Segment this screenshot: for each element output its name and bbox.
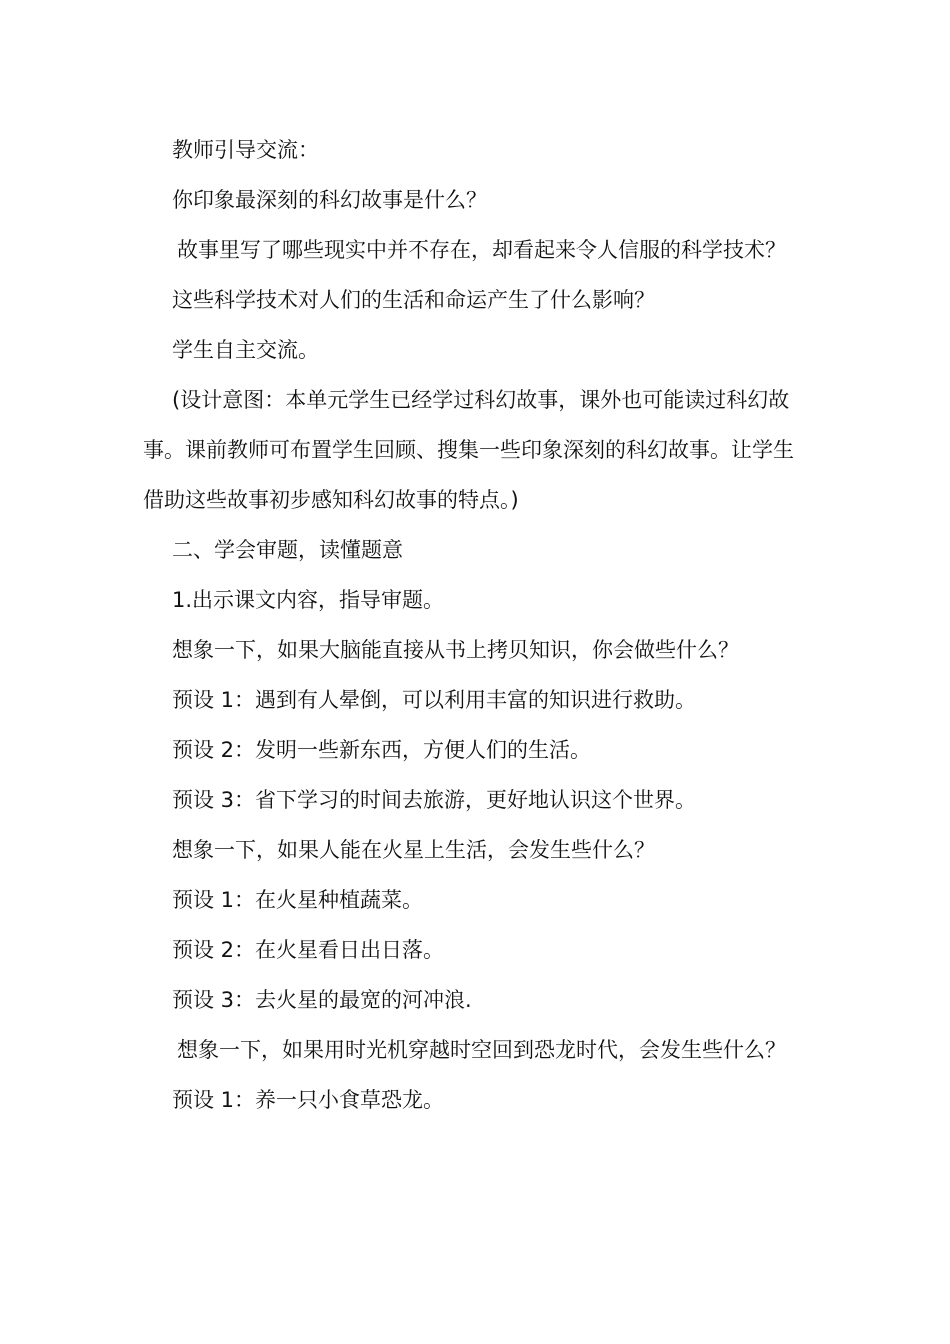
paragraph: 这些科学技术对人们的生活和命运产生了什么影响？ bbox=[172, 288, 655, 312]
paragraph: 故事里写了哪些现实中并不存在，却看起来令人信服的科学技术？ bbox=[177, 238, 786, 262]
paragraph: 预设 2：发明一些新东西，方便人们的生活。 bbox=[172, 738, 592, 762]
paragraph: 预设 3：去火星的最宽的河冲浪. bbox=[172, 988, 472, 1012]
paragraph: 预设 3：省下学习的时间去旅游，更好地认识这个世界。 bbox=[172, 788, 697, 812]
paragraph: 预设 2：在火星看日出日落。 bbox=[172, 938, 445, 962]
paragraph: 1.出示课文内容，指导审题。 bbox=[172, 588, 445, 612]
paragraph: 预设 1：在火星种植蔬菜。 bbox=[172, 888, 424, 912]
document-body bbox=[143, 125, 807, 1125]
paragraph: 想象一下，如果大脑能直接从书上拷贝知识，你会做些什么？ bbox=[172, 638, 739, 662]
paragraph: 教师引导交流： bbox=[172, 138, 319, 162]
section-heading: 二、学会审题，读懂题意 bbox=[172, 538, 403, 562]
paragraph: 想象一下，如果用时光机穿越时空回到恐龙时代，会发生些什么？ bbox=[177, 1038, 786, 1062]
paragraph: 学生自主交流。 bbox=[172, 338, 319, 362]
paragraph: (设计意图：本单元学生已经学过科幻故事，课外也可能读过科幻故事。课前教师可布置学生回顾、搜集一些印象深刻的科幻故事。让学生借助这些故事初步感知科幻故事的特点。) bbox=[143, 388, 794, 512]
paragraph: 想象一下，如果人能在火星上生活，会发生些什么？ bbox=[172, 838, 655, 862]
paragraph: 预设 1：养一只小食草恐龙。 bbox=[172, 1088, 445, 1112]
paragraph: 预设 1：遇到有人晕倒，可以利用丰富的知识进行救助。 bbox=[172, 688, 697, 712]
paragraph: 你印象最深刻的科幻故事是什么？ bbox=[172, 188, 487, 212]
